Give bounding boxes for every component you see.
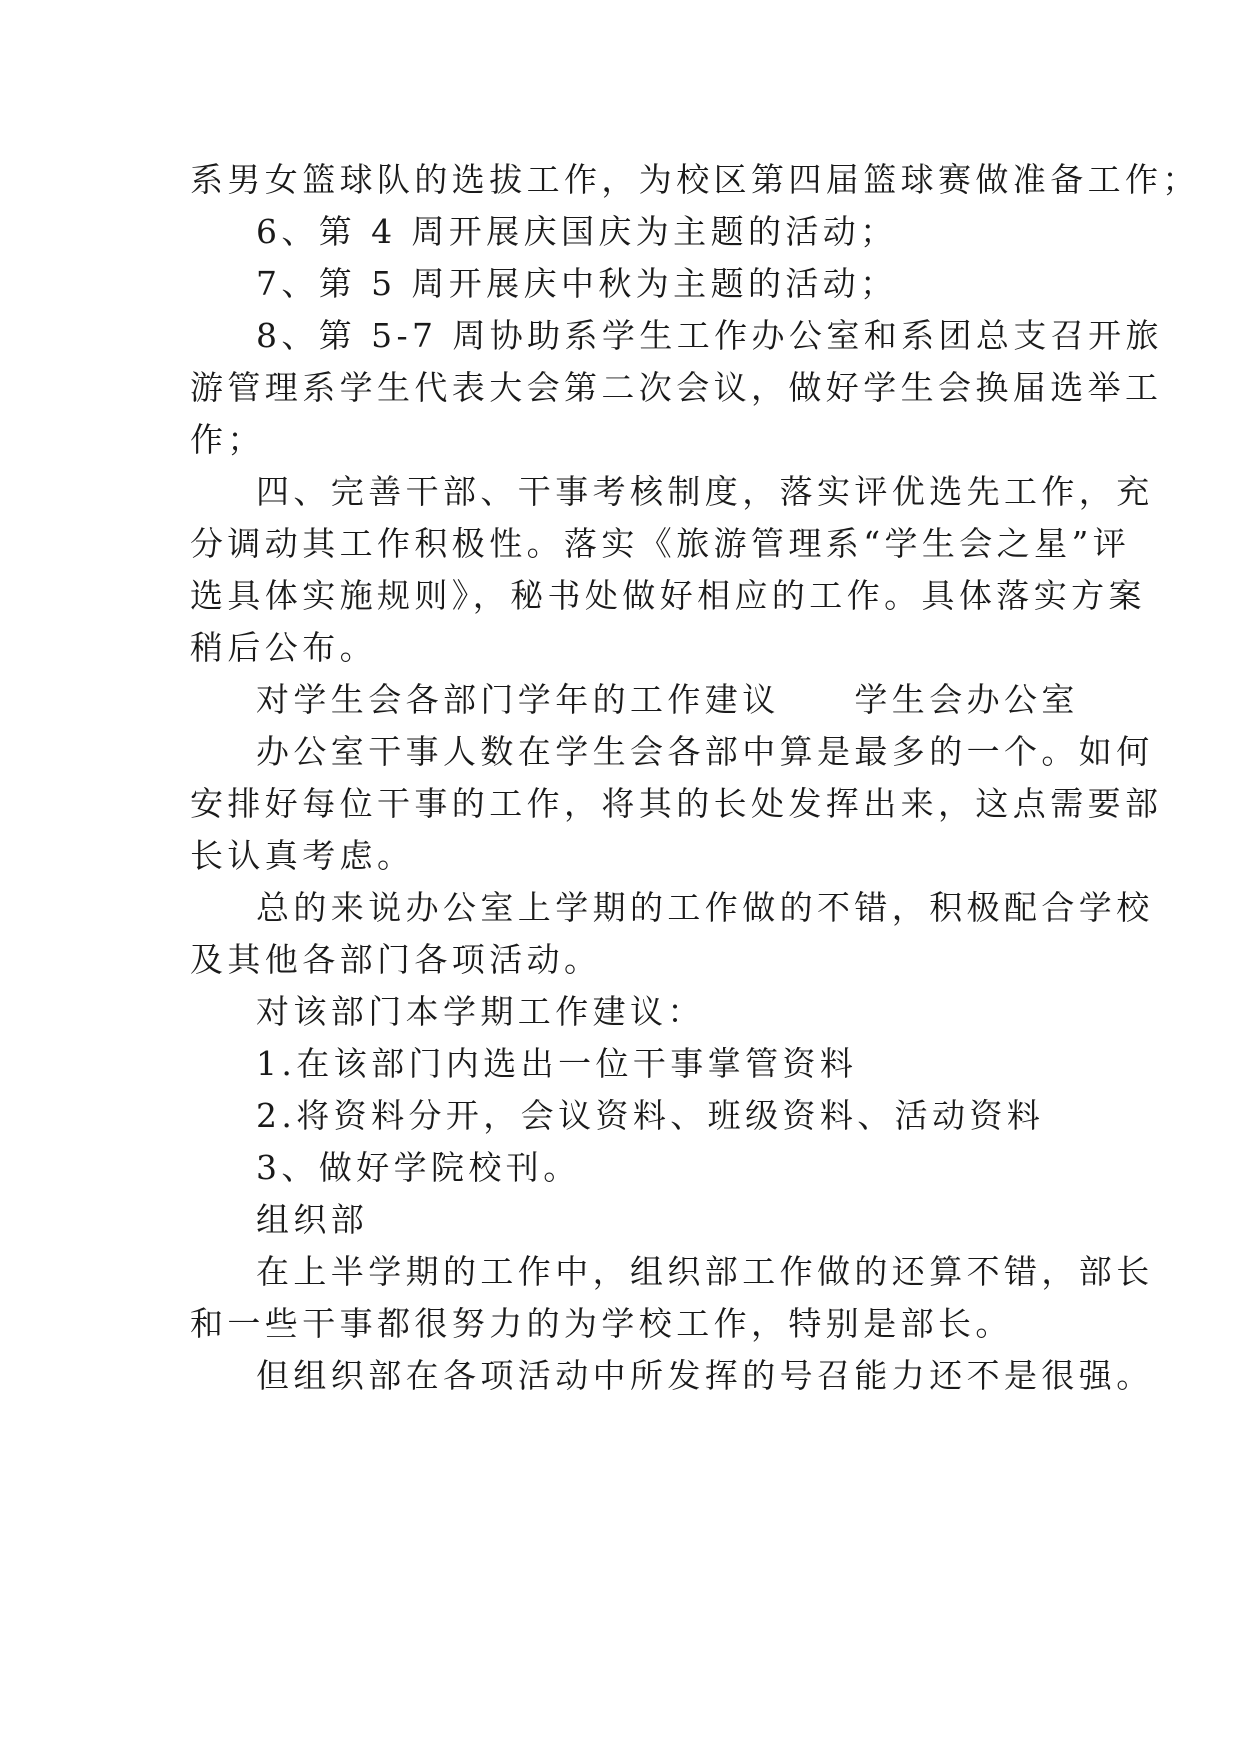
list-item: 3、做好学院校刊。 [256, 1148, 581, 1187]
list-item: 2.将资料分开，会议资料、班级资料、活动资料 [256, 1096, 1045, 1135]
text-line: 选具体实施规则》，秘书处做好相应的工作。具体落实方案 [190, 576, 1146, 615]
text-line: 及其他各部门各项活动。 [190, 940, 602, 979]
text-line: 安排好每位干事的工作，将其的长处发挥出来，这点需要部 [190, 784, 1163, 823]
text-line: 8、第 5-7 周协助系学生工作办公室和系团总支召开旅 [256, 316, 1163, 355]
text-line: 7、第 5 周开展庆中秋为主题的活动； [256, 264, 898, 303]
text-line: 6、第 4 周开展庆国庆为主题的活动； [256, 212, 898, 251]
text-line: 长认真考虑。 [190, 836, 415, 875]
text-line: 四、完善干部、干事考核制度，落实评优选先工作，充 [256, 472, 1154, 511]
text-line: 分调动其工作积极性。落实《旅游管理系“学生会之星”评 [190, 524, 1131, 563]
text-line: 作； [190, 420, 265, 459]
section-heading: 组织部 [256, 1200, 369, 1239]
text-line: 稍后公布。 [190, 628, 377, 667]
text-line: 办公室干事人数在学生会各部中算是最多的一个。如何 [256, 732, 1154, 771]
text-line: 但组织部在各项活动中所发挥的号召能力还不是很强。 [256, 1356, 1154, 1395]
text-line: 在上半学期的工作中，组织部工作做的还算不错，部长 [256, 1252, 1154, 1291]
text-line: 和一些干事都很努力的为学校工作，特别是部长。 [190, 1304, 1013, 1343]
text-line: 游管理系学生代表大会第二次会议，做好学生会换届选举工 [190, 368, 1163, 407]
list-item: 1.在该部门内选出一位干事掌管资料 [256, 1044, 858, 1083]
text-line: 对该部门本学期工作建议： [256, 992, 705, 1031]
text-line: 系男女篮球队的选拔工作，为校区第四届篮球赛做准备工作； [190, 160, 1200, 199]
text-line: 总的来说办公室上学期的工作做的不错，积极配合学校 [256, 888, 1154, 927]
section-heading: 对学生会各部门学年的工作建议 学生会办公室 [256, 680, 1079, 719]
